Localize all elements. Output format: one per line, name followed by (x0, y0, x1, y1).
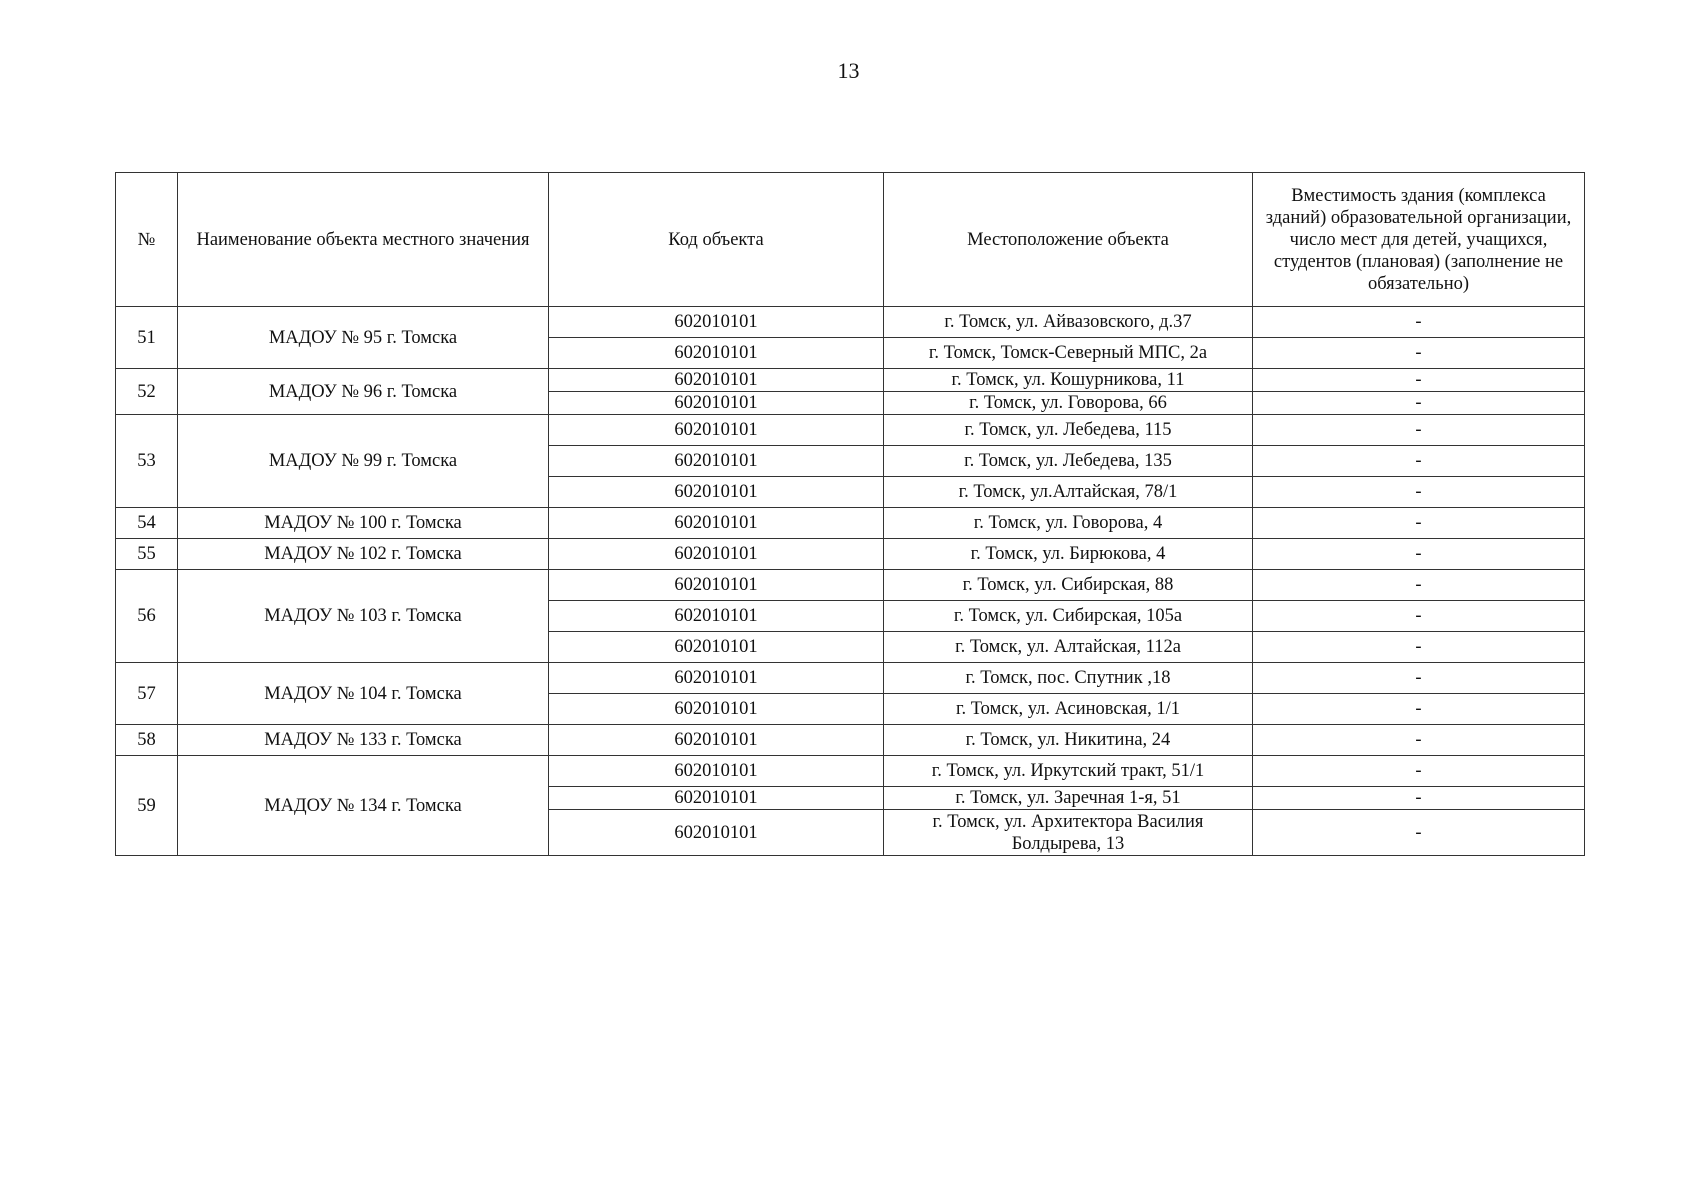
object-code: 602010101 (549, 570, 884, 601)
object-name: МАДОУ № 95 г. Томска (178, 307, 549, 369)
object-code: 602010101 (549, 694, 884, 725)
object-location: г. Томск, ул.Алтайская, 78/1 (884, 477, 1253, 508)
object-name: МАДОУ № 133 г. Томска (178, 725, 549, 756)
object-name: МАДОУ № 134 г. Томска (178, 756, 549, 856)
object-code: 602010101 (549, 725, 884, 756)
object-capacity: - (1253, 663, 1585, 694)
row-number: 53 (116, 415, 178, 508)
object-name: МАДОУ № 96 г. Томска (178, 369, 549, 415)
object-code: 602010101 (549, 756, 884, 787)
object-code: 602010101 (549, 415, 884, 446)
object-capacity: - (1253, 307, 1585, 338)
object-capacity: - (1253, 632, 1585, 663)
object-location: г. Томск, ул. Бирюкова, 4 (884, 539, 1253, 570)
table-row (116, 307, 1585, 338)
object-name: МАДОУ № 102 г. Томска (178, 539, 549, 570)
header-object-name: Наименование объекта местного значения (178, 173, 549, 307)
row-number: 59 (116, 756, 178, 856)
object-location: г. Томск, ул. Никитина, 24 (884, 725, 1253, 756)
table-header (116, 173, 1585, 307)
table-row (116, 663, 1585, 694)
object-name: МАДОУ № 100 г. Томска (178, 508, 549, 539)
object-code: 602010101 (549, 307, 884, 338)
object-code: 602010101 (549, 810, 884, 856)
table-row (116, 508, 1585, 539)
object-code: 602010101 (549, 787, 884, 810)
object-code: 602010101 (549, 632, 884, 663)
object-location: г. Томск, ул. Говорова, 4 (884, 508, 1253, 539)
object-capacity: - (1253, 756, 1585, 787)
object-location: г. Томск, ул. Алтайская, 112а (884, 632, 1253, 663)
row-number: 58 (116, 725, 178, 756)
object-code: 602010101 (549, 539, 884, 570)
object-code: 602010101 (549, 601, 884, 632)
object-location: г. Томск, ул. Лебедева, 115 (884, 415, 1253, 446)
object-capacity: - (1253, 601, 1585, 632)
table-row (116, 415, 1585, 446)
table-row (116, 725, 1585, 756)
object-location: г. Томск, ул. Кошурникова, 11 (884, 369, 1253, 392)
object-code: 602010101 (549, 477, 884, 508)
header-object-code: Код объекта (549, 173, 884, 307)
object-location: г. Томск, ул. Асиновская, 1/1 (884, 694, 1253, 725)
table-row (116, 570, 1585, 601)
object-location: г. Томск, ул. Архитектора Василия Болдырева, 13 (884, 810, 1253, 856)
object-code: 602010101 (549, 369, 884, 392)
object-code: 602010101 (549, 663, 884, 694)
row-number: 52 (116, 369, 178, 415)
page-number: 13 (837, 58, 860, 83)
object-location: г. Томск, ул. Заречная 1-я, 51 (884, 787, 1253, 810)
object-code: 602010101 (549, 392, 884, 415)
header-capacity: Вместимость здания (комплекса зданий) образовательной организации, число мест для детей, учащихся, студентов (плановая) (заполнение не обязательно) (1253, 173, 1585, 307)
object-capacity: - (1253, 810, 1585, 856)
object-code: 602010101 (549, 508, 884, 539)
object-code: 602010101 (549, 446, 884, 477)
object-capacity: - (1253, 392, 1585, 415)
object-capacity: - (1253, 539, 1585, 570)
table-body (116, 307, 1585, 856)
object-capacity: - (1253, 787, 1585, 810)
header-number: № (116, 173, 178, 307)
object-location: г. Томск, ул. Говорова, 66 (884, 392, 1253, 415)
header-row (116, 173, 1585, 307)
object-location: г. Томск, ул. Лебедева, 135 (884, 446, 1253, 477)
object-location: г. Томск, пос. Спутник ,18 (884, 663, 1253, 694)
row-number: 55 (116, 539, 178, 570)
object-location: г. Томск, ул. Иркутский тракт, 51/1 (884, 756, 1253, 787)
objects-table (115, 172, 1585, 856)
row-number: 57 (116, 663, 178, 725)
object-capacity: - (1253, 477, 1585, 508)
object-capacity: - (1253, 508, 1585, 539)
table-row (116, 756, 1585, 787)
object-capacity: - (1253, 446, 1585, 477)
object-name: МАДОУ № 103 г. Томска (178, 570, 549, 663)
object-name: МАДОУ № 99 г. Томска (178, 415, 549, 508)
object-capacity: - (1253, 694, 1585, 725)
object-location: г. Томск, ул. Сибирская, 88 (884, 570, 1253, 601)
table-row (116, 539, 1585, 570)
object-capacity: - (1253, 570, 1585, 601)
row-number: 54 (116, 508, 178, 539)
object-location: г. Томск, ул. Айвазовского, д.37 (884, 307, 1253, 338)
object-location: г. Томск, Томск-Северный МПС, 2а (884, 338, 1253, 369)
object-capacity: - (1253, 725, 1585, 756)
row-number: 56 (116, 570, 178, 663)
table-row (116, 369, 1585, 392)
row-number: 51 (116, 307, 178, 369)
object-capacity: - (1253, 338, 1585, 369)
object-capacity: - (1253, 369, 1585, 392)
object-code: 602010101 (549, 338, 884, 369)
object-location: г. Томск, ул. Сибирская, 105а (884, 601, 1253, 632)
object-capacity: - (1253, 415, 1585, 446)
header-location: Местоположение объекта (884, 173, 1253, 307)
object-name: МАДОУ № 104 г. Томска (178, 663, 549, 725)
